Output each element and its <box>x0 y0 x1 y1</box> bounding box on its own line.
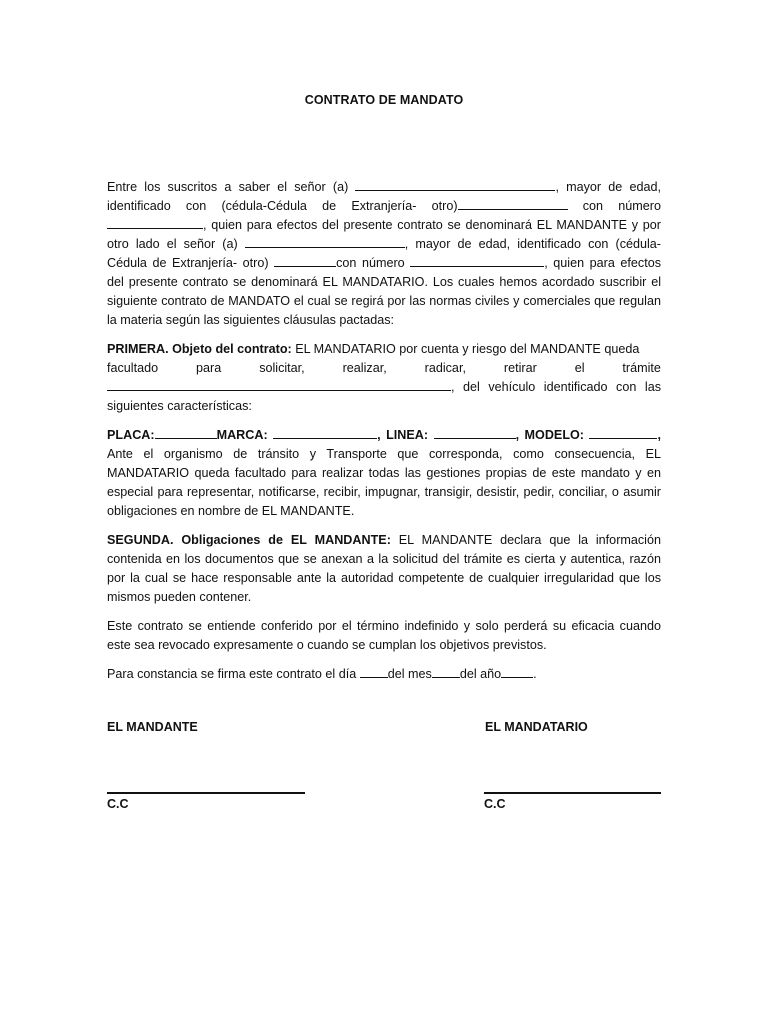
p6-text-3: del año <box>459 667 502 681</box>
p2-word: retirar <box>503 361 537 375</box>
p3-text-1: Ante el organismo de tránsito y Transporte que corresponda, como consecuencia, EL MANDATARIO queda facultado para realizar todas las gestiones propias de este mandato y en especial para representar, notificarse, recibir, impugnar, transigir, desistir, pedir, conciliar, o asumir obligaciones en nombre de EL MANDANTE. <box>107 447 661 518</box>
mandatario-id-number-blank[interactable] <box>410 254 544 267</box>
mandante-id-type-blank[interactable] <box>458 197 568 210</box>
p1-text-2: , mayor de edad, identificado con (cédula-Cédula de Extranjería- otro) <box>107 180 661 213</box>
p2-word: realizar, <box>342 361 387 375</box>
p1-text-1: Entre los suscritos a saber el señor (a) <box>107 180 356 194</box>
placa-label: PLACA: <box>107 428 155 442</box>
clause-primera-heading: PRIMERA. Objeto del contrato: <box>107 342 292 356</box>
document-body <box>107 178 661 694</box>
linea-blank[interactable] <box>434 426 516 439</box>
p2-word: radicar, <box>424 361 466 375</box>
document-title: CONTRATO DE MANDATO <box>304 93 464 107</box>
mandatario-cc-label: C.C <box>484 797 506 811</box>
paragraph-vehicle <box>107 426 661 521</box>
marca-label: MARCA: <box>216 428 274 442</box>
p4-text-1: EL MANDANTE declara que la información contenida en los documentos que se anexan a la solicitud del trámite es cierta y autentica, razón por la cual se hace responsable ante la autoridad competente de cualquier irregularidad que los mismos pueden contener. <box>107 533 661 604</box>
year-blank[interactable] <box>501 665 533 678</box>
mandante-signature-label: EL MANDANTE <box>107 720 198 734</box>
mandante-name-blank[interactable] <box>355 178 555 191</box>
day-blank[interactable] <box>360 665 388 678</box>
p2-text-1: EL MANDATARIO por cuenta y riesgo del MANDANTE queda <box>291 342 640 356</box>
p2-distributed-line <box>107 359 661 378</box>
p2-word: facultado <box>107 361 159 375</box>
p6-text-2: del mes <box>387 667 432 681</box>
month-blank[interactable] <box>432 665 460 678</box>
mandante-id-number-blank[interactable] <box>107 216 203 229</box>
modelo-label: , MODELO: <box>515 428 590 442</box>
p2-text-2: , del vehículo identificado con las siguientes características: <box>107 380 661 413</box>
paragraph-term: Este contrato se entiende conferido por el término indefinido y solo perderá su eficacia cuando este sea revocado expresamente o cuando se cumplan los objetivos previstos. <box>107 619 661 652</box>
p1-text-7: , quien para efectos del presente contrato se denominará EL MANDATARIO. Los cuales hemos acordado suscribir el siguiente contrato de MANDATO el cual se regirá por las normas civiles y comerciales que regulan la materia según las siguientes cláusulas pactadas: <box>107 256 661 327</box>
modelo-blank[interactable] <box>589 426 657 439</box>
paragraph-primera <box>107 340 661 416</box>
mandatario-signature-label: EL MANDATARIO <box>485 720 588 734</box>
tramite-blank[interactable] <box>107 378 451 391</box>
p2-word: trámite <box>622 361 661 375</box>
p6-text-1: Para constancia se firma este contrato el día <box>107 667 360 681</box>
paragraph-parties <box>107 178 661 330</box>
modelo-comma: , <box>657 428 661 442</box>
mandatario-name-blank[interactable] <box>245 235 405 248</box>
p1-text-3: con número <box>567 199 661 213</box>
linea-label: , LINEA: <box>377 428 434 442</box>
p6-text-4: . <box>533 667 537 681</box>
p2-word: solicitar, <box>259 361 305 375</box>
mandante-signature-line[interactable] <box>107 792 305 794</box>
marca-blank[interactable] <box>273 426 377 439</box>
clause-segunda-heading: SEGUNDA. Obligaciones de EL MANDANTE: <box>107 533 391 547</box>
p1-text-6: con número <box>336 256 411 270</box>
p2-word: para <box>196 361 222 375</box>
p1-text-4: , quien para efectos del presente contrato se denominará EL MANDANTE y por otro lado el señor (a) <box>107 218 661 251</box>
p2-word: el <box>574 361 585 375</box>
mandante-cc-label: C.C <box>107 797 129 811</box>
mandatario-signature-line[interactable] <box>484 792 661 794</box>
p1-text-5: , mayor de edad, identificado con (cédula-Cédula de Extranjería- otro) <box>107 237 661 270</box>
placa-blank[interactable] <box>155 426 217 439</box>
paragraph-segunda <box>107 531 661 607</box>
paragraph-signature-date <box>107 665 661 684</box>
mandatario-id-type-blank[interactable] <box>274 254 336 267</box>
